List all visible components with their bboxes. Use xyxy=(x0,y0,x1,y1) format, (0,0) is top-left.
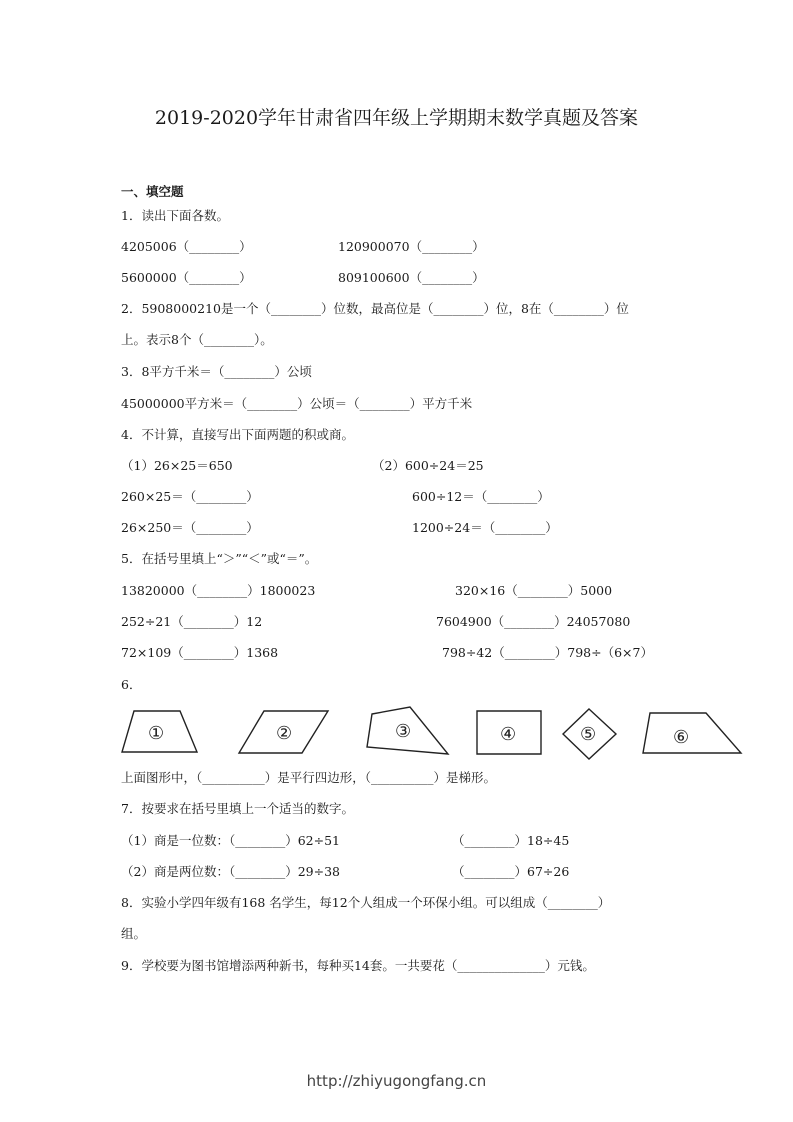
question-4-stem: 4．不计算，直接写出下面两题的积或商。 xyxy=(121,427,354,442)
shape-6-label: ⑥ xyxy=(673,727,690,748)
question-4-given-2: （2）600÷24＝25 xyxy=(372,458,484,473)
question-2-line-1: 2．5908000210是一个（________）位数，最高位是（________）位，8在（________）位 xyxy=(121,301,629,316)
question-5-item-e: 72×109（________）1368 xyxy=(121,645,279,660)
shape-2-parallelogram xyxy=(236,706,332,756)
question-7-item-d: （________）67÷26 xyxy=(452,864,570,879)
shape-4-label: ④ xyxy=(500,724,517,745)
question-4-given-1: （1）26×25＝650 xyxy=(121,458,233,473)
question-3-line-1: 3．8平方千米＝（________）公顷 xyxy=(121,364,312,379)
question-5-item-a: 13820000（________）1800023 xyxy=(121,583,316,598)
page-title: 2019-2020学年甘肃省四年级上学期期末数学真题及答案 xyxy=(154,107,639,129)
shape-2-label: ② xyxy=(276,723,293,744)
question-1-item-d: 809100600（________） xyxy=(338,270,485,285)
question-6-answer-line: 上面图形中，（__________）是平行四边形，（__________）是梯形。 xyxy=(121,770,497,785)
question-1-item-a: 4205006（________） xyxy=(121,239,252,254)
question-4-item-b: 600÷12＝（________） xyxy=(412,489,550,504)
shape-5-diamond xyxy=(560,706,620,762)
shape-1-label: ① xyxy=(148,723,165,744)
question-2-line-2: 上。表示8个（________）。 xyxy=(121,332,273,347)
question-5-item-b: 320×16（________）5000 xyxy=(455,583,613,598)
question-7-item-a: （1）商是一位数：（________）62÷51 xyxy=(121,833,340,848)
question-1-stem: 1．读出下面各数。 xyxy=(121,208,229,223)
question-4-item-a: 260×25＝（________） xyxy=(121,489,259,504)
question-3-line-2: 45000000平方米＝（________）公顷＝（________）平方千米 xyxy=(121,396,473,411)
question-5-item-d: 7604900（________）24057080 xyxy=(436,614,631,629)
question-5-stem: 5．在括号里填上“＞”“＜”或“＝”。 xyxy=(121,551,318,566)
question-5-item-c: 252÷21（________）12 xyxy=(121,614,263,629)
shape-5-label: ⑤ xyxy=(580,724,597,745)
shape-4-rectangle xyxy=(474,708,546,758)
question-7-item-b: （________）18÷45 xyxy=(452,833,570,848)
question-7-stem: 7．按要求在括号里填上一个适当的数字。 xyxy=(121,801,354,816)
shape-6-trapezoid xyxy=(640,707,746,757)
question-4-item-d: 1200÷24＝（________） xyxy=(412,520,558,535)
shape-3-quadrilateral xyxy=(362,704,452,758)
question-4-item-c: 26×250＝（________） xyxy=(121,520,259,535)
question-6-stem: 6． xyxy=(121,677,142,692)
question-8-line-2: 组。 xyxy=(121,926,147,941)
question-5-item-f: 798÷42（________）798÷（6×7） xyxy=(442,645,653,660)
section-heading: 一、填空题 xyxy=(121,184,184,199)
question-1-item-b: 120900070（________） xyxy=(338,239,485,254)
question-9-line-1: 9．学校要为图书馆增添两种新书，每种买14套。一共要花（______________）元钱。 xyxy=(121,958,595,973)
question-1-item-c: 5600000（________） xyxy=(121,270,252,285)
shape-3-label: ③ xyxy=(395,721,412,742)
shape-1-trapezoid xyxy=(118,706,202,756)
question-8-line-1: 8．实验小学四年级有168 名学生，每12个人组成一个环保小组。可以组成（________） xyxy=(121,895,611,910)
question-7-item-c: （2）商是两位数：（________）29÷38 xyxy=(121,864,340,879)
footer-url[interactable]: http://zhiyugongfang.cn xyxy=(306,1072,487,1090)
